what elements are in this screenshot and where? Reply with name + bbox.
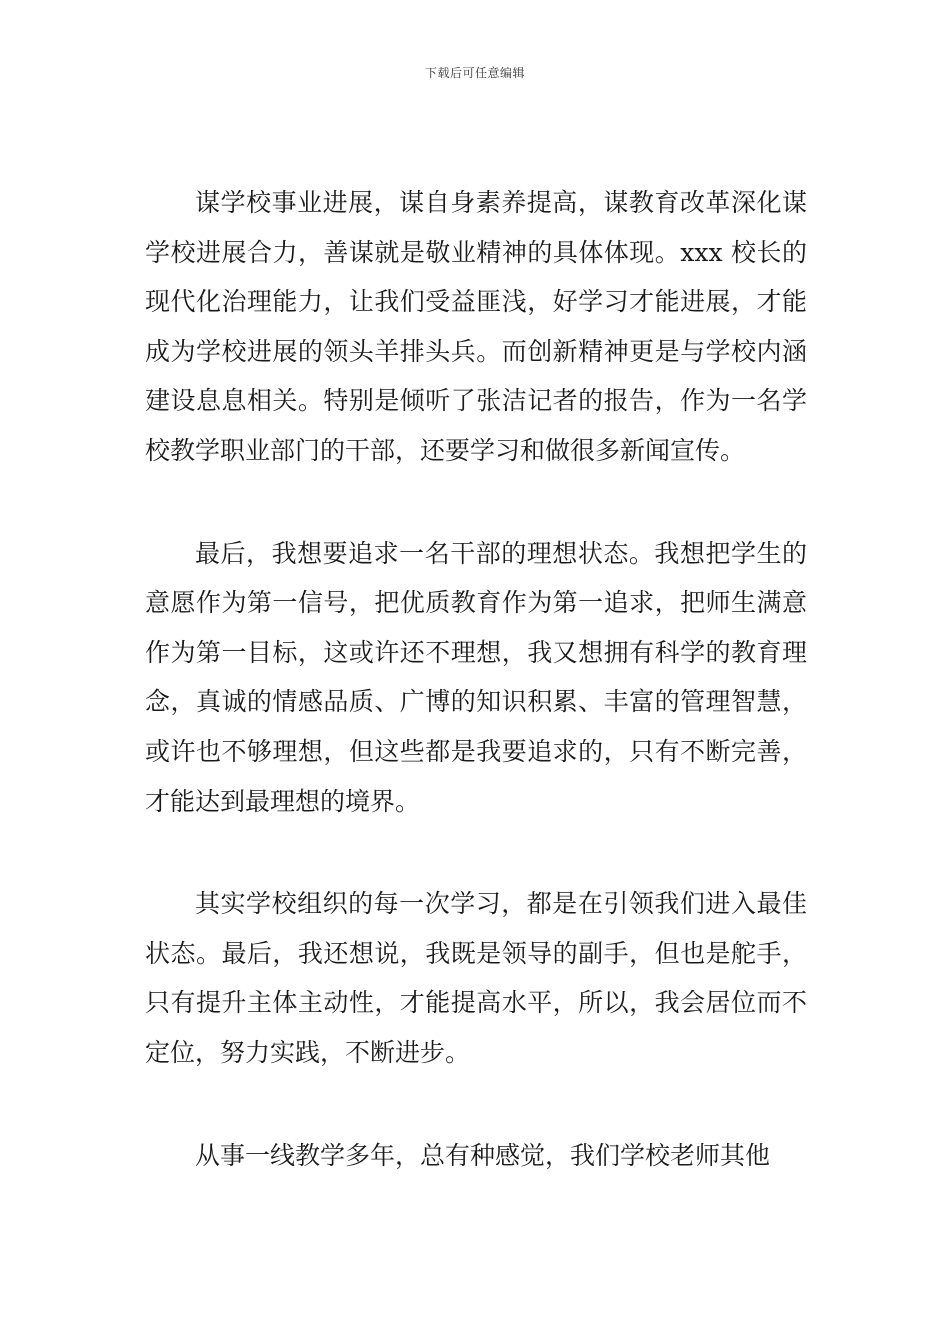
paragraph: 从事一线教学多年，总有种感觉，我们学校老师其他 (195, 1140, 771, 1170)
paragraph: 其实学校组织的每一次学习，都是在引领我们进入最佳状态。最后，我还想说，我既是领导的副手，但也是舵手，只有提升主体主动性，才能提高水平，所以，我会居位而不定位，努力实践，不断进步。 (145, 889, 807, 1067)
page-header: 下载后可任意编辑 (424, 66, 525, 80)
paragraph: 谋学校事业进展，谋自身素养提高，谋教育改革深化谋学校进展合力，善谋就是敬业精神的具体体现。xxx 校长的现代化治理能力，让我们受益匪浅，好学习才能进展，才能成为学校进展的领头羊排头兵。而创新精神更是与学校内涵建设息息相关。特别是倾听了张洁记者的报告，作为一名学校教学职业部门的干部，还要学习和做很多新闻宣传。 (145, 188, 807, 465)
document-body (145, 178, 807, 1180)
paragraph: 最后，我想要追求一名干部的理想状态。我想把学生的意愿作为第一信号，把优质教育作为第一追求，把师生满意作为第一目标，这或许还不理想，我又想拥有科学的教育理念，真诚的情感品质、广博的知识积累、丰富的管理智慧，或许也不够理想，但这些都是我要追求的，只有不断完善，才能达到最理想的境界。 (145, 538, 807, 816)
